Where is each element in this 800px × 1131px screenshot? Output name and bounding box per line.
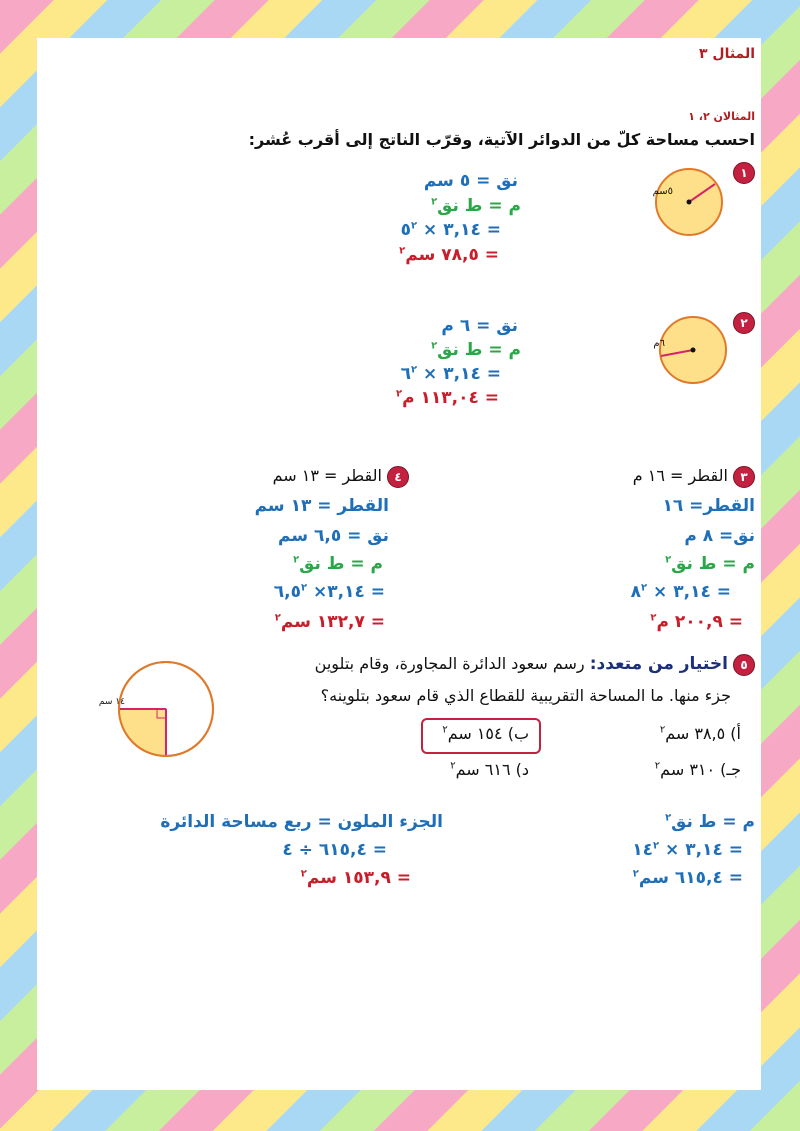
- p2-line-1: نق = ٦ م: [441, 316, 518, 336]
- instruction: احسب مساحة كلّ من الدوائر الآتية، وقرّب الناتج إلى أقرب عُشر:: [248, 130, 755, 149]
- p3-line-5: = ٢٠٠,٩ م$^٢$: [650, 612, 743, 632]
- p1-line-4: = ٧٨,٥ سم$^٢$: [399, 245, 499, 265]
- p3-line-2: نق= ٨ م: [684, 526, 755, 546]
- problem-5-text-2: جزء منها. ما المساحة التقريبية للقطاع الذي قام سعود بتلوينه؟: [320, 686, 731, 705]
- worksheet-page: [37, 38, 761, 1090]
- p1-line-1: نق = ٥ سم: [423, 171, 518, 191]
- p4-line-2: نق = ٦,٥ سم: [278, 526, 389, 546]
- p5-right-line-2: = ٣,١٤ × $١٤^٢$: [632, 840, 743, 860]
- problem-5-text-1: رسم سعود الدائرة المجاورة، وقام بتلوين: [314, 654, 585, 673]
- p2-line-2: م = ط نق$^٢$: [431, 340, 521, 360]
- example-title: المثال ٣: [699, 46, 755, 62]
- p4-line-4: = ٣,١٤× $٦,٥^٢$: [273, 582, 385, 602]
- choice-d[interactable]: د) ٦١٦ سم$^٢$: [450, 760, 529, 779]
- choice-a[interactable]: أ) ٣٨,٥ سم$^٢$: [659, 724, 741, 743]
- problem-5-circle: [98, 658, 217, 760]
- p4-line-1: القطر = ١٣ سم: [254, 496, 389, 516]
- problem-3-badge: ٣: [733, 466, 755, 488]
- problem-2-badge: ٢: [733, 312, 755, 334]
- problem-3-header: [633, 466, 755, 488]
- p3-line-4: = ٣,١٤ × $٨^٢$: [630, 582, 731, 602]
- problem-5-badge: ٥: [733, 654, 755, 676]
- problem-2-radius-label: ٦م: [653, 338, 665, 349]
- problem-1-radius-label: ٥سم: [652, 186, 673, 197]
- p4-line-5: = ١٣٢,٧ سم$^٢$: [274, 612, 385, 632]
- problem-5-radius-label: ١٤ سم: [98, 697, 125, 707]
- problem-4-header: [273, 466, 409, 488]
- p5-left-line-2: = ٦١٥,٤ ÷ ٤: [282, 840, 387, 860]
- choice-b[interactable]: ب) ١٥٤ سم$^٢$: [442, 724, 529, 743]
- subtitle: المثالان ٢، ١: [688, 110, 755, 123]
- p5-left-line-3: = ١٥٣,٩ سم$^٢$: [300, 868, 411, 888]
- p5-right-line-1: م = ط نق$^٢$: [665, 812, 755, 832]
- problem-4-given: القطر = ١٣ سم: [272, 466, 382, 485]
- p5-left-line-1: الجزء الملون = ربع مساحة الدائرة: [160, 812, 443, 832]
- p2-line-4: = ١١٣,٠٤ م$^٢$: [395, 388, 499, 408]
- p1-line-3: = ٣,١٤ × $٥^٢$: [400, 220, 501, 240]
- problem-2-circle: [653, 314, 729, 386]
- choice-c[interactable]: جـ) ٣١٠ سم$^٢$: [654, 760, 741, 779]
- problem-3-given: القطر = ١٦ م: [632, 466, 728, 485]
- problem-5-header: [315, 654, 755, 676]
- p3-line-3: م = ط نق$^٢$: [665, 554, 755, 574]
- problem-4-badge: ٤: [387, 466, 409, 488]
- p3-line-1: القطر= ١٦: [662, 496, 755, 516]
- problem-1-circle: [653, 166, 725, 238]
- p1-line-2: م = ط نق$^٢$: [431, 196, 521, 216]
- p5-right-line-3: = ٦١٥,٤ سم$^٢$: [632, 868, 743, 888]
- problem-5-heading: اختيار من متعدد:: [589, 654, 728, 674]
- problem-1-badge: ١: [733, 162, 755, 184]
- p4-line-3: م = ط نق$^٢$: [293, 554, 383, 574]
- p2-line-3: = ٣,١٤ × $٦^٢$: [400, 364, 501, 384]
